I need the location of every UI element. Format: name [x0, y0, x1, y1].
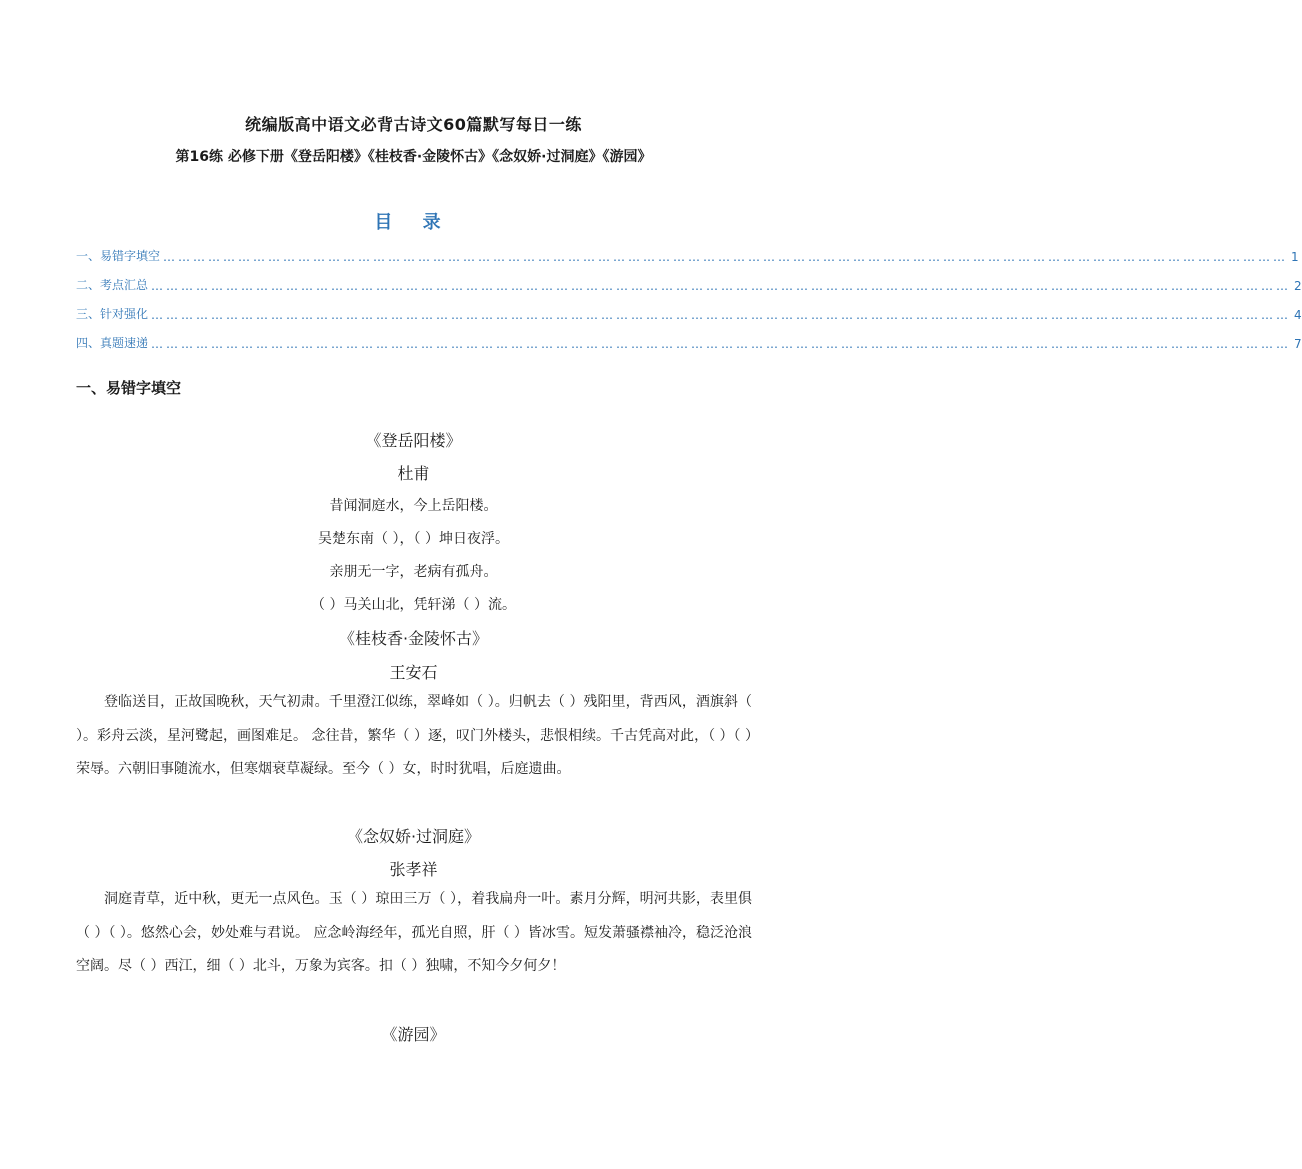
- poem-line: 亲朋无一字，老病有孤舟。: [329, 564, 498, 580]
- poem-title: 《念奴娇·过洞庭》: [346, 827, 481, 846]
- poem-author: 张孝祥: [389, 860, 438, 879]
- toc-leader-dots: …………………………………………………………………………………………………………………………………………………………………………………………………………: [151, 337, 1292, 351]
- poem-author: 杜甫: [397, 464, 430, 483]
- toc-entry-label: 三、针对强化: [76, 307, 149, 321]
- toc-page-number: 2: [1294, 279, 1302, 293]
- document-title: 统编版高中语文必背古诗文60篇默写每日一练: [245, 115, 582, 134]
- poem-title: 《登岳阳楼》: [365, 431, 462, 450]
- poem-text: 洞庭青草，近中秋，更无一点风色。玉（ ）琼田三万（ ），着我扁舟一叶。素月分辉，明河共影，表里俱（ ）（ ）。悠然心会，妙处难与君说。 应念岭海经年，孤光自照，肝（ ）皆冰雪。短发萧骚襟袖冷，稳泛沧浪空阔。尽（ ）西江，细（ ）北斗，万象为宾客。扣（ ）独啸，不知今夕何夕！: [76, 891, 752, 974]
- toc-entry-4[interactable]: [76, 331, 1302, 351]
- poem-author: 王安石: [389, 663, 438, 682]
- toc-leader-dots: …………………………………………………………………………………………………………………………………………………………………………………………………………: [151, 279, 1292, 293]
- poem-line: 吴楚东南（ ），（ ）坤日夜浮。: [318, 531, 509, 547]
- toc-entry-2[interactable]: [76, 273, 1302, 293]
- toc-entry-label: 四、真题速递: [76, 336, 149, 350]
- poem-line: （ ）马关山北，凭轩涕（ ）流。: [311, 597, 516, 613]
- toc-entry-3[interactable]: [76, 302, 1302, 322]
- toc-leader-dots: ………………………………………………………………………………………………………………………………………………………………………………………………………: [163, 250, 1289, 264]
- poem-line: 昔闻洞庭水，今上岳阳楼。: [329, 498, 498, 514]
- poem-title: 《游园》: [381, 1025, 446, 1044]
- toc-page-number: 1: [1291, 250, 1299, 264]
- toc-entry-1[interactable]: [76, 244, 1299, 264]
- toc-heading: 目 录: [374, 212, 453, 233]
- toc-entry-label: 一、易错字填空: [76, 249, 161, 263]
- poem-text: 登临送目，正故国晚秋，天气初肃。千里澄江似练，翠峰如（ ）。归帆去（ ）残阳里，背西风，酒旗斜（ ）。彩舟云淡，星河鹭起，画图难足。 念往昔，繁华（ ）逐，叹门外楼头，悲恨相续。千古凭高对此，（ ）（ ）荣辱。六朝旧事随流水，但寒烟衰草凝绿。至今（ ）女，时时犹唱，后庭遗曲。: [76, 694, 752, 777]
- toc-page-number: 4: [1294, 308, 1302, 322]
- document-subtitle: 第16练 必修下册《登岳阳楼》《桂枝香·金陵怀古》《念奴娇·过洞庭》《游园》: [175, 149, 652, 165]
- toc-leader-dots: …………………………………………………………………………………………………………………………………………………………………………………………………………: [151, 308, 1292, 322]
- toc-page-number: 7: [1294, 337, 1302, 351]
- toc-entry-label: 二、考点汇总: [76, 278, 149, 292]
- poem-title: 《桂枝香·金陵怀古》: [338, 629, 489, 648]
- section-heading: 一、易错字填空: [76, 379, 182, 397]
